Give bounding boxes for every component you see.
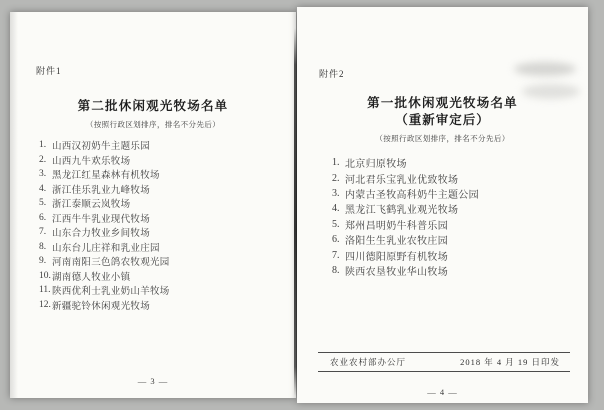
scan-smudge bbox=[522, 84, 580, 99]
page-3 bbox=[10, 12, 296, 398]
page-seam-line bbox=[294, 28, 297, 396]
list-item: 1. 山西汉初奶牛主题乐园 bbox=[39, 140, 151, 153]
footer-date: 2018 年 4 月 19 日印发 bbox=[460, 357, 560, 367]
list-item: 6. 洛阳生生乳业农牧庄园 bbox=[332, 234, 448, 248]
attachment-label-1: 附件1 bbox=[36, 66, 62, 76]
list-item: 8. 山东台儿庄祥和乳业庄园 bbox=[39, 241, 160, 254]
list-item: 12. 新疆驼铃休闲观光牧场 bbox=[39, 299, 151, 312]
footer-rule-bottom bbox=[318, 371, 570, 372]
page-number-3: — 3 — bbox=[137, 376, 169, 386]
list-item: 10. 湖南德人牧业小镇 bbox=[39, 270, 131, 283]
attachment-label-2: 附件2 bbox=[319, 69, 345, 79]
list-item: 2. 河北君乐宝乳业优致牧场 bbox=[332, 172, 459, 186]
list-item: 5. 郑州昌明奶牛科普乐园 bbox=[332, 218, 448, 232]
list-item: 7. 山东合力牧业乡间牧场 bbox=[39, 227, 151, 240]
list-item: 4. 浙江佳乐乳业九峰牧场 bbox=[39, 183, 151, 196]
page-subtitle-batch2: （按照行政区划排序，排名不分先后） bbox=[85, 120, 221, 129]
scan-smudge bbox=[514, 62, 576, 76]
page-title-batch1-line2: （重新审定后） bbox=[395, 113, 490, 127]
list-item: 11. 陕西优利士乳业奶山羊牧场 bbox=[39, 285, 170, 298]
page-subtitle-batch1: （按照行政区划排序，排名不分先后） bbox=[375, 134, 510, 143]
scan-edge-shade bbox=[10, 12, 18, 398]
list-item: 3. 黑龙江红星森林有机牧场 bbox=[39, 169, 160, 182]
page-number-4: — 4 — bbox=[427, 387, 458, 397]
page-title-batch1: 第一批休闲观光牧场名单 bbox=[367, 96, 518, 110]
list-item: 2. 山西九牛欢乐牧场 bbox=[39, 154, 131, 167]
page-title-batch2: 第二批休闲观光牧场名单 bbox=[77, 99, 229, 113]
list-item: 4. 黑龙江飞鹤乳业观光牧场 bbox=[332, 203, 459, 217]
list-item: 3. 内蒙古圣牧高科奶牛主题公园 bbox=[332, 187, 479, 201]
footer-issuer: 农业农村部办公厅 bbox=[330, 357, 407, 367]
ranch-list-batch1 bbox=[332, 155, 479, 278]
ranch-list-batch2 bbox=[39, 138, 170, 312]
list-item: 5. 浙江泰顺云岚牧场 bbox=[39, 198, 131, 211]
document-footer bbox=[330, 356, 560, 368]
list-item: 6. 江西牛牛乳业现代牧场 bbox=[39, 212, 151, 225]
list-item: 1. 北京归原牧场 bbox=[332, 157, 407, 171]
footer-rule-top bbox=[318, 352, 570, 353]
list-item: 8. 陕西农垦牧业华山牧场 bbox=[332, 264, 448, 278]
list-item: 7. 四川德阳原野有机牧场 bbox=[332, 249, 448, 263]
list-item: 9. 河南南阳三色鸽农牧观光园 bbox=[39, 256, 170, 269]
